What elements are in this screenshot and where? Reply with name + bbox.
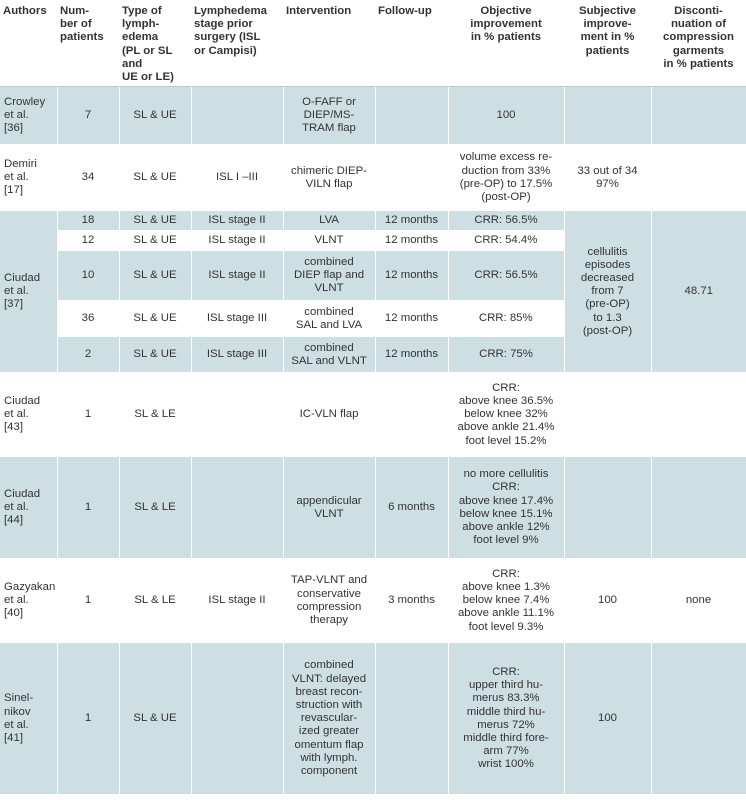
- header-patients: Num- ber of patients: [57, 0, 119, 87]
- table-row-ciudad43: [0, 373, 746, 457]
- follow-up-cell: 12 months: [375, 301, 448, 337]
- table-row-crowley: [0, 87, 746, 145]
- type-cell: SL & LE: [119, 559, 191, 643]
- patients-cell: 10: [57, 251, 119, 301]
- objective-cell: CRR: 56.5%: [448, 251, 564, 301]
- patients-cell: 34: [57, 145, 119, 211]
- author-cell: Ciudad et al. [44]: [0, 457, 57, 559]
- objective-cell: volume excess re- duction from 33% (pre-OP) to 17.5% (post-OP): [448, 145, 564, 211]
- objective-cell: 100: [448, 87, 564, 145]
- stage-cell: [191, 643, 283, 795]
- type-cell: SL & UE: [119, 211, 191, 231]
- table-row-demiri: [0, 145, 746, 211]
- intervention-cell: LVA: [283, 211, 375, 231]
- intervention-cell: chimeric DIEP- VILN flap: [283, 145, 375, 211]
- stage-cell: ISL stage II: [191, 211, 283, 231]
- objective-cell: CRR: upper third hu- merus 83.3% middle third hu- merus 72% middle third fore- arm 77% wrist 100%: [448, 643, 564, 795]
- table-row-ciudad37-lva: [0, 211, 746, 231]
- author-cell: Crowley et al. [36]: [0, 87, 57, 145]
- table-row-sinelnikov: [0, 643, 746, 795]
- patients-cell: 7: [57, 87, 119, 145]
- header-stage: Lymphedema stage prior surgery (ISL or Campisi): [191, 0, 283, 87]
- patients-cell: 12: [57, 231, 119, 251]
- table-row-gazyakan: [0, 559, 746, 643]
- type-cell: SL & UE: [119, 87, 191, 145]
- type-cell: SL & UE: [119, 145, 191, 211]
- objective-cell: CRR: 85%: [448, 301, 564, 337]
- objective-cell: CRR: 54.4%: [448, 231, 564, 251]
- patients-cell: 1: [57, 559, 119, 643]
- intervention-cell: combined VLNT: delayed breast recon- struction with revascular- ized greater omentum flap with lymph. component: [283, 643, 375, 795]
- type-cell: SL & UE: [119, 337, 191, 373]
- header-row: [0, 0, 746, 87]
- header-authors: Authors: [0, 0, 57, 87]
- table-row-ciudad44: [0, 457, 746, 559]
- subjective-cell: 100: [564, 559, 651, 643]
- intervention-cell: appendicular VLNT: [283, 457, 375, 559]
- author-cell: Demiri et al. [17]: [0, 145, 57, 211]
- patients-cell: 1: [57, 457, 119, 559]
- discontinuation-cell: [651, 373, 746, 457]
- follow-up-cell: 12 months: [375, 251, 448, 301]
- objective-cell: CRR: 56.5%: [448, 211, 564, 231]
- stage-cell: ISL stage II: [191, 231, 283, 251]
- follow-up-cell: [375, 373, 448, 457]
- objective-cell: CRR: above knee 1.3% below knee 7.4% above ankle 11.1% foot level 9.3%: [448, 559, 564, 643]
- follow-up-cell: 3 months: [375, 559, 448, 643]
- author-cell: Gazyakan et al. [40]: [0, 559, 57, 643]
- stage-cell: [191, 457, 283, 559]
- stage-cell: ISL stage II: [191, 559, 283, 643]
- author-cell: Ciudad et al. [43]: [0, 373, 57, 457]
- follow-up-cell: 12 months: [375, 337, 448, 373]
- intervention-cell: TAP-VLNT and conservative compression therapy: [283, 559, 375, 643]
- subjective-cell: [564, 373, 651, 457]
- stage-cell: ISL stage II: [191, 251, 283, 301]
- discontinuation-cell: [651, 457, 746, 559]
- patients-cell: 2: [57, 337, 119, 373]
- stage-cell: ISL stage III: [191, 301, 283, 337]
- discontinuation-cell: none: [651, 559, 746, 643]
- patients-cell: 1: [57, 643, 119, 795]
- header-subjective: Subjective improve- ment in % patients: [564, 0, 651, 87]
- follow-up-cell: [375, 643, 448, 795]
- stage-cell: ISL stage III: [191, 337, 283, 373]
- subjective-cell: cellulitis episodes decreased from 7 (pre-OP) to 1.3 (post-OP): [564, 211, 651, 373]
- objective-cell: no more cellulitis CRR: above knee 17.4% below knee 15.1% above ankle 12% foot level 9%: [448, 457, 564, 559]
- discontinuation-cell: 48.71: [651, 211, 746, 373]
- follow-up-cell: 12 months: [375, 231, 448, 251]
- stage-cell: ISL I –III: [191, 145, 283, 211]
- subjective-cell: [564, 87, 651, 145]
- type-cell: SL & UE: [119, 231, 191, 251]
- stage-cell: [191, 373, 283, 457]
- subjective-cell: [564, 457, 651, 559]
- header-follow-up: Follow-up: [375, 0, 448, 87]
- intervention-cell: VLNT: [283, 231, 375, 251]
- intervention-cell: combined SAL and VLNT: [283, 337, 375, 373]
- intervention-cell: combined DIEP flap and VLNT: [283, 251, 375, 301]
- type-cell: SL & UE: [119, 643, 191, 795]
- type-cell: SL & LE: [119, 457, 191, 559]
- objective-cell: CRR: above knee 36.5% below knee 32% above ankle 21.4% foot level 15.2%: [448, 373, 564, 457]
- patients-cell: 36: [57, 301, 119, 337]
- follow-up-cell: [375, 87, 448, 145]
- header-intervention: Intervention: [283, 0, 375, 87]
- intervention-cell: IC-VLN flap: [283, 373, 375, 457]
- discontinuation-cell: [651, 145, 746, 211]
- type-cell: SL & LE: [119, 373, 191, 457]
- intervention-cell: combined SAL and LVA: [283, 301, 375, 337]
- header-type: Type of lymph- edema (PL or SL and UE or LE): [119, 0, 191, 87]
- follow-up-cell: 12 months: [375, 211, 448, 231]
- stage-cell: [191, 87, 283, 145]
- discontinuation-cell: [651, 87, 746, 145]
- follow-up-cell: [375, 145, 448, 211]
- header-objective: Objective improvement in % patients: [448, 0, 564, 87]
- follow-up-cell: 6 months: [375, 457, 448, 559]
- type-cell: SL & UE: [119, 251, 191, 301]
- patients-cell: 18: [57, 211, 119, 231]
- discontinuation-cell: [651, 643, 746, 795]
- objective-cell: CRR: 75%: [448, 337, 564, 373]
- subjective-cell: 33 out of 34 97%: [564, 145, 651, 211]
- author-cell: Sinel- nikov et al. [41]: [0, 643, 57, 795]
- author-cell: Ciudad et al. [37]: [0, 211, 57, 373]
- subjective-cell: 100: [564, 643, 651, 795]
- type-cell: SL & UE: [119, 301, 191, 337]
- header-discontinuation: Disconti- nuation of compression garments in % patients: [651, 0, 746, 87]
- patients-cell: 1: [57, 373, 119, 457]
- intervention-cell: O-FAFF or DIEP/MS- TRAM flap: [283, 87, 375, 145]
